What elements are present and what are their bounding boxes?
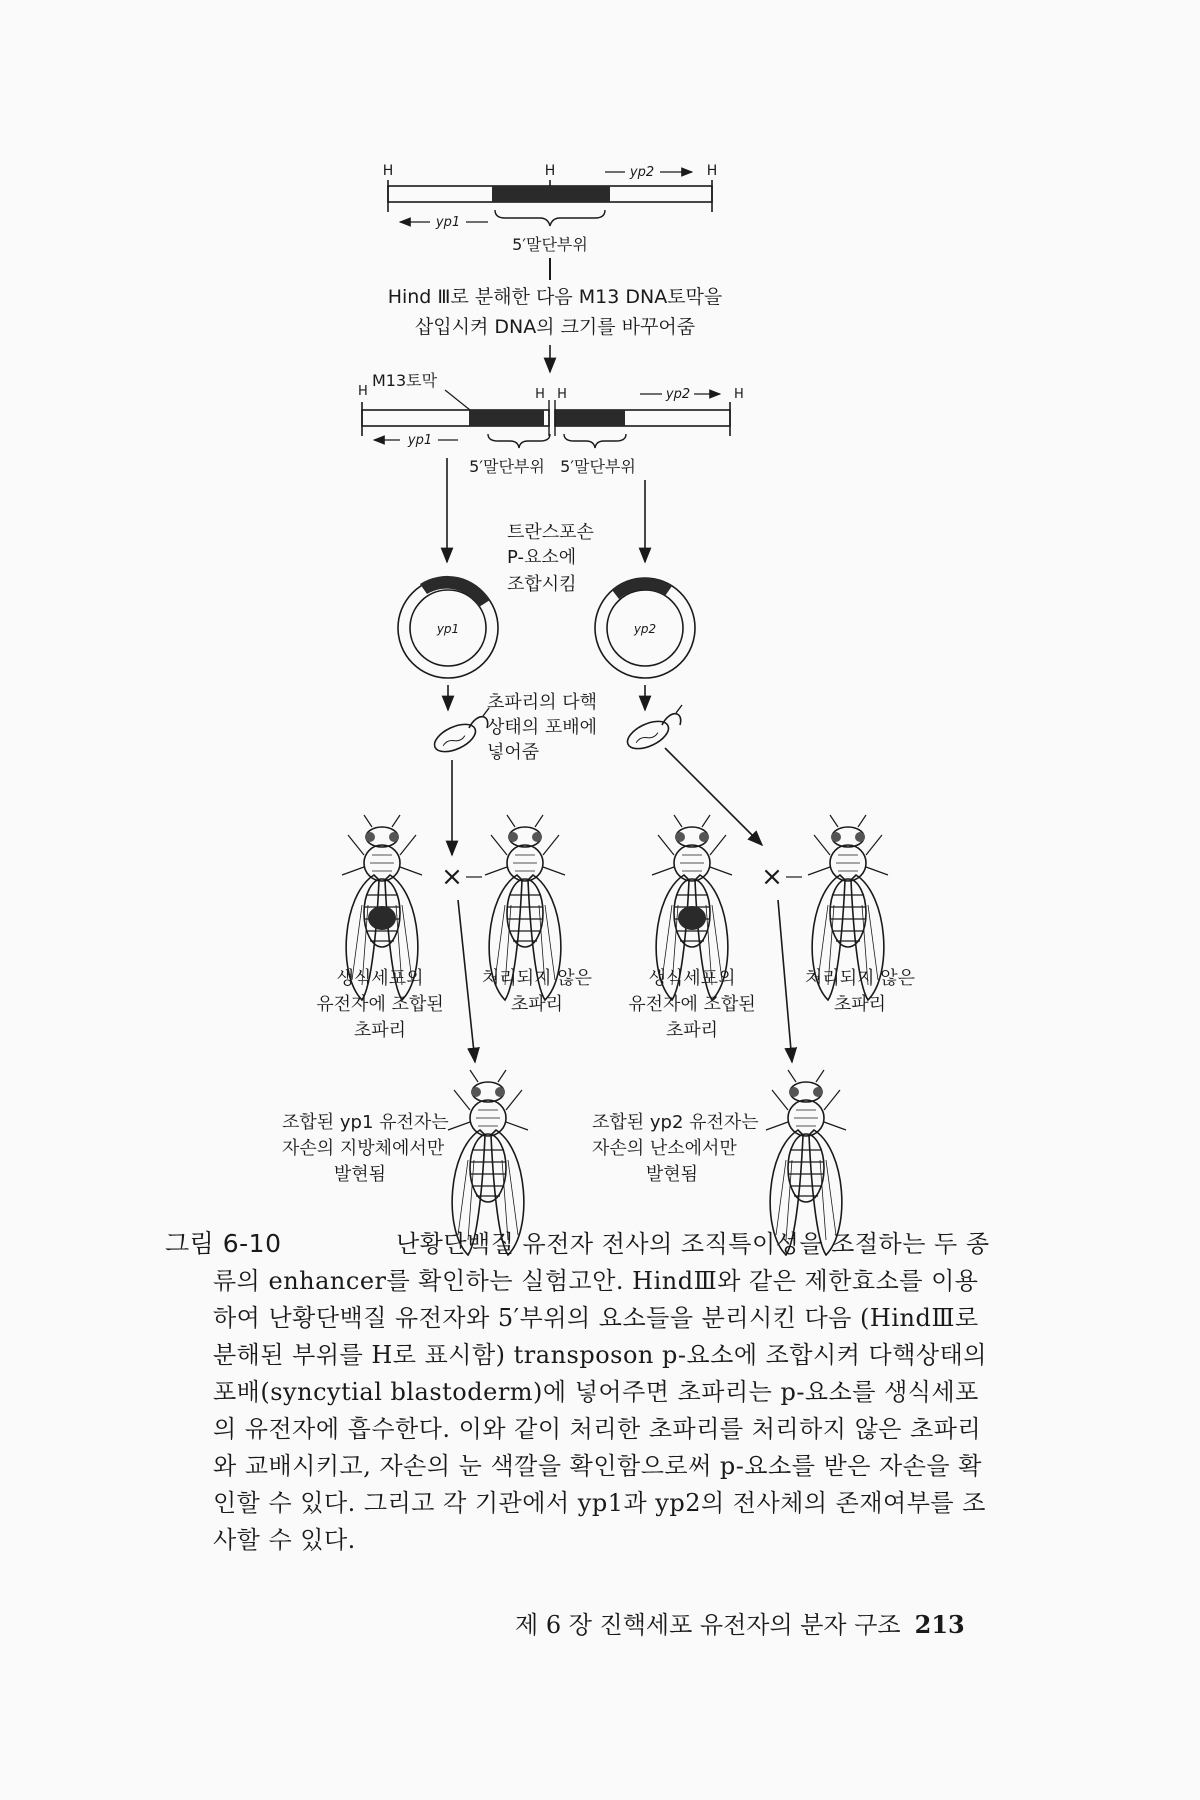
figure-caption-text: 난황단백질 유전자 전사의 조직특이성을 조절하는 두 종류의 enhancer를 확인하는 실험고안. HindⅢ와 같은 제한효소를 이용하여 난황단백질 유전자와 5′부위의 요소들을 분리시킨 다음 (HindⅢ로 분해된 부위를 H로 표시함) transposon p-요소에 조합시켜 다핵상태의 포배(syncytial blastoderm)에 넣어주면 초파리는 p-요소를 생식세포의 유전자에 흡수한다. 이와 같이 처리한 초파리를 처리하지 않은 초파리와 교배시키고, 자손의 눈 색깔을 확인함으로써 p-요소를 받은 자손을 확인할 수 있다. 그리고 각 기관에서 yp1과 yp2의 전사체의 존재여부를 조사할 수 있다. (213, 1230, 990, 1554)
result-right-label: 발현됨 (645, 1164, 699, 1185)
yp2-gene-label: yp2 (629, 165, 655, 180)
untreated-fly-label: 처리되지 않은 (804, 968, 916, 989)
hind-site-label: H (557, 387, 567, 402)
plasmid-label: yp1 (436, 622, 460, 636)
untreated-fly-label: 처리되지 않은 (481, 968, 593, 989)
transposon-note: 조합시킴 (507, 574, 577, 595)
germline-fly-label: 유전자에 조합된 (316, 994, 444, 1015)
result-left-label: 발현됨 (333, 1164, 387, 1185)
plasmid-yp1 (398, 576, 498, 678)
upstream-region-label: 5′말단부위 (512, 235, 588, 254)
hind-site-label: H (544, 163, 556, 179)
embryo-right (623, 705, 682, 754)
result-right-label: 조합된 yp2 유전자는 (592, 1112, 759, 1133)
region-brace (495, 210, 605, 226)
upstream-region-block (555, 410, 625, 426)
figure-number: 그림 6-10 (165, 1229, 282, 1258)
embryo-note: 상태의 포배에 (487, 717, 598, 738)
page-footer (515, 1605, 965, 1640)
step1-note: Hind Ⅲ로 분해한 다음 M13 DNA토막을 (387, 286, 723, 308)
plasmid-label: yp2 (633, 622, 657, 636)
hind-site-label: H (382, 163, 394, 179)
germline-fly-label: 생식세포의 (648, 968, 736, 989)
embryo-note: 초파리의 다핵 (487, 692, 598, 713)
hind-site-label: H (734, 387, 744, 402)
yp1-gene-label: yp1 (435, 215, 461, 230)
upstream-region-block (492, 186, 610, 202)
step1-note: 삽입시켜 DNA의 크기를 바꾸어줌 (414, 316, 696, 338)
yp2-gene-label: yp2 (665, 387, 691, 402)
untreated-fly-label: 초파리 (833, 994, 887, 1015)
result-left-label: 자손의 지방체에서만 (282, 1138, 445, 1159)
cross-symbol-right: × (761, 862, 783, 892)
hind-site-label: H (535, 387, 545, 402)
transposon-note: P-요소에 (507, 547, 577, 568)
germline-fly-label: 초파리 (353, 1020, 407, 1041)
hind-site-label: H (706, 163, 718, 179)
chapter-title: 제 6 장 진핵세포 유전자의 분자 구조 (515, 1611, 901, 1639)
figure-caption (165, 1225, 995, 1559)
cross-symbol-left: × (441, 862, 463, 892)
yp1-gene-label: yp1 (407, 433, 433, 448)
upstream-region-label: 5′말단부위 (469, 457, 545, 476)
hind-site-label: H (358, 384, 368, 399)
embryo-note: 넣어줌 (487, 742, 540, 763)
marked-abdomen-left (368, 906, 396, 930)
transposon-note: 트란스포손 (507, 522, 594, 543)
m13-fragment-label: M13토막 (372, 371, 438, 390)
marked-abdomen-right (678, 906, 706, 930)
result-right-label: 자손의 난소에서만 (592, 1138, 737, 1159)
page-number: 213 (914, 1610, 965, 1639)
plasmid-yp2 (595, 578, 695, 678)
germline-fly-label: 생식세포의 (336, 968, 424, 989)
upstream-region-block (469, 410, 544, 426)
untreated-fly-label: 초파리 (510, 994, 564, 1015)
embryo-left (430, 708, 489, 757)
result-left-label: 조합된 yp1 유전자는 (282, 1112, 449, 1133)
upstream-region-label: 5′말단부위 (560, 457, 636, 476)
germline-fly-label: 유전자에 조합된 (628, 994, 756, 1015)
germline-fly-label: 초파리 (665, 1020, 719, 1041)
